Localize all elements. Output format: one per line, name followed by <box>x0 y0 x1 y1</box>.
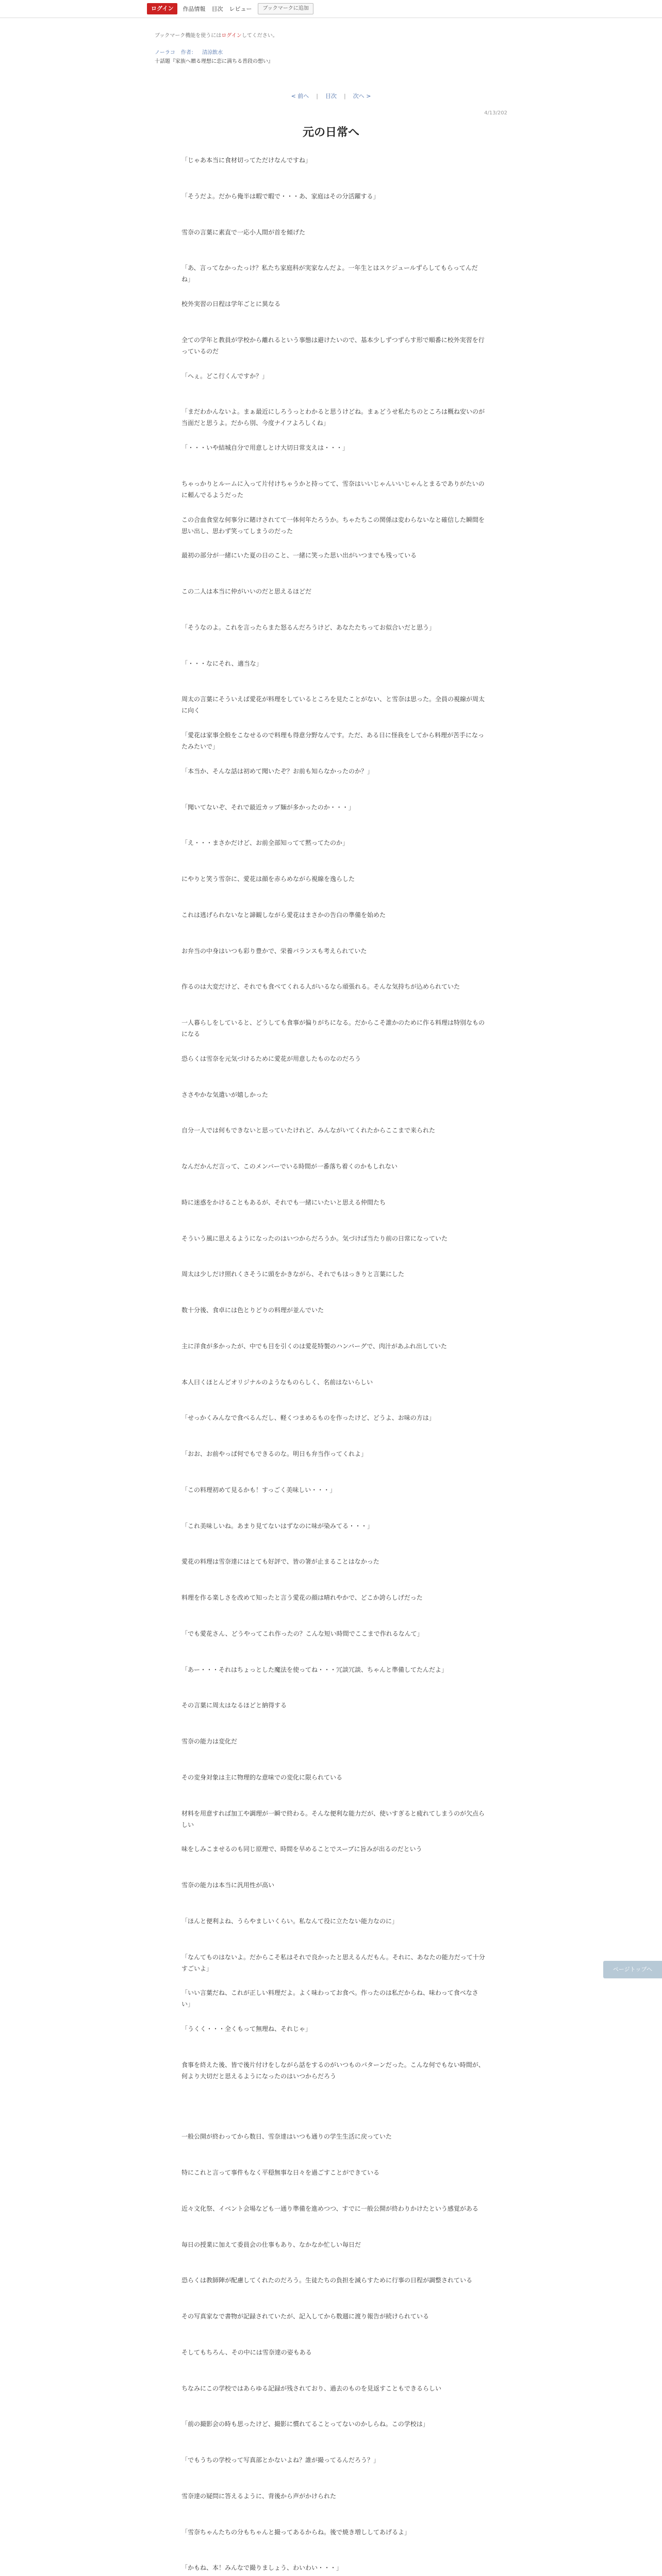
body-paragraph: 「愛花は家事全般をこなせるので料理も得意分野なんです。ただ、ある日に怪我をしてから料理が苦手になったみたいで」 <box>181 732 485 750</box>
body-paragraph: 雪奈達の疑問に答えるように、背後から声がかけられた <box>181 2493 337 2500</box>
body-paragraph: 数十分後、食卓には色とりどりの料理が並んでいた <box>181 1307 324 1314</box>
body-paragraph: 恐らくは雪奈を元気づけるために愛花が用意したものなのだろう <box>181 1055 361 1062</box>
body-paragraph: 毎日の授業に加えて委員会の仕事もあり、なかなか忙しい毎日だ <box>181 2241 361 2248</box>
body-paragraph: お弁当の中身はいつも彩り豊かで、栄養バランスも考えられていた <box>181 947 367 955</box>
body-paragraph: 「へぇ。どこ行くんですか？」 <box>181 372 269 380</box>
body-paragraph: ささやかな気遣いが嬉しかった <box>181 1091 269 1098</box>
genre-link[interactable]: ノーラコ <box>155 50 175 56</box>
body-paragraph: 「じゃあ本当に食材切ってただけなんですね」 <box>181 157 312 164</box>
body-paragraph: そういう風に思えるようになったのはいつからだろうか。気づけば当たり前の日常になっていた <box>181 1235 448 1242</box>
body-paragraph: 全ての学年と教員が学校から離れるという事態は避けたいので、基本少しずつずらす形で順番に校外実習を行っているのだ <box>181 336 485 355</box>
body-paragraph: 「あー・・・それはちょっとした魔法を使ってね・・・冗談冗談、ちゃんと準備してたんだよ」 <box>181 1666 448 1673</box>
body-paragraph: 主に洋食が多かったが、中でも目を引くのは愛花特製のハンバーグで、肉汁があふれ出していた <box>181 1343 447 1350</box>
next-episode-link[interactable]: 次へ > <box>353 93 371 99</box>
body-paragraph: 材料を用意すれば加工や調理が一瞬で終わる。そんな便利な能力だが、使いすぎると疲れてしまうのが欠点らしい <box>181 1810 485 1828</box>
body-paragraph: その写真家なで書物が記録されていたが、記入してから数週に渡り報告が続けられている <box>181 2313 429 2320</box>
top-nav-inner <box>147 0 313 18</box>
body-paragraph: 愛花の料理は雪奈達にはとても好評で、皆の箸が止まることはなかった <box>181 1558 379 1565</box>
prev-episode-link[interactable]: < 前へ <box>291 93 309 99</box>
body-paragraph: なんだかんだ言って、このメンバーでいる時間が一番落ち着くのかもしれない <box>181 1163 398 1170</box>
add-bookmark-button[interactable]: ブックマークに追加 <box>258 3 313 14</box>
body-paragraph: 最初の部分が一緒にいた夏の日のこと、一緒に笑った思い出がいつまでも残っている <box>181 552 417 559</box>
body-paragraph: この合血食堂な何事分に賭けされてて一体何年たろうか。ちゃたちこの関係は変わらないなと確信した瞬間を思い出し、思わず笑ってしまうのだった <box>181 516 485 535</box>
body-paragraph: これは逃げられないなと諦観しながら愛花はまさかの告白の準備を始めた <box>181 911 386 919</box>
body-paragraph: 「いい言葉だね、これが正しい料理だよ。よく味わってお食べ。作ったのは私だからね、味わって食べなさい」 <box>181 1989 478 2008</box>
body-paragraph: 「せっかくみんなで食べるんだし、軽くつまめるものを作ったけど、どうよ、お味の方は」 <box>181 1414 435 1421</box>
body-paragraph: 「おお、お前やっぱ何でもできるのな。明日も弁当作ってくれよ」 <box>181 1450 368 1458</box>
episode-title: 元の日常へ <box>302 126 359 139</box>
nav-review-link[interactable]: レビュー <box>229 6 252 12</box>
body-paragraph: 「前の撮影会の時も思ったけど、撮影に慣れてることってないのかしらね。この学校は」 <box>181 2420 429 2428</box>
body-paragraph: 恐らくは教師陣が配慮してくれたのだろう。生徒たちの負担を減らすために行事の日程が調整されている <box>181 2277 473 2284</box>
body-paragraph: 「でも愛花さん、どうやってこれ作ったの？こんな短い時間でここまで作れるなんて」 <box>181 1630 423 1637</box>
login-button[interactable]: ログイン <box>147 3 177 14</box>
author-link[interactable]: 清涼飲水 <box>202 50 223 56</box>
login-notice <box>155 31 278 39</box>
body-paragraph: 雪奈の能力は本当に汎用性が高い <box>181 1882 275 1889</box>
body-paragraph: 一人暮らしをしていると、どうしても食事が偏りがちになる。だからこそ誰かのために作る料理は特別なものになる <box>181 1019 485 1038</box>
body-paragraph: 「まだわかんないよ。まぁ最近にしろうっとわかると思うけどね。まぁどうせ私たちのところは概ね安いのが当面だと思うよ。だから別、今度ナイフよろしくね」 <box>181 408 485 427</box>
body-paragraph: その変身対象は主に物理的な意味での変化に限られている <box>181 1774 343 1781</box>
body-paragraph: この二人は本当に仲がいいのだと思えるほどだ <box>181 588 312 595</box>
body-paragraph: 雪奈の言葉に素直で一応小人間が首を傾げた <box>181 229 306 236</box>
notice-suffix: してください。 <box>241 33 278 39</box>
work-meta <box>155 48 227 56</box>
body-paragraph: 「うくく・・・全くもって無理ね、それじゃ」 <box>181 2025 312 2032</box>
body-paragraph: 「でもうちの学校って写真部とかないよね？誰が撮ってるんだろう？」 <box>181 2456 380 2464</box>
body-paragraph: 「これ美味しいね。あまり見てないはずなのに味が染みてる・・・」 <box>181 1522 374 1530</box>
nav-works-link[interactable]: 作品情報 <box>183 6 206 12</box>
body-paragraph: ちなみにこの学校ではあらゆる記録が残されており、過去のものを見返すこともできるらしい <box>181 2385 442 2392</box>
body-paragraph: 「雪奈ちゃんたちの分もちゃんと撮ってあるからね。後で焼き増ししてあげるよ」 <box>181 2529 411 2536</box>
body-paragraph: 味をしみこませるのも同じ原理で、時間を早めることでスープに旨みが出るのだという <box>181 1845 422 1853</box>
body-paragraph: 「なんてものはないよ。だからこそ私はそれで良かったと思えるんだもん。それに、あなたの能力だって十分すごいよ」 <box>181 1954 485 1972</box>
series-title-link[interactable]: 十話題『家族へ贈る理想に恋に満ちる普段の想い』 <box>155 59 273 64</box>
top-navigation-bar <box>0 0 662 18</box>
body-paragraph: 「・・・いや結城自分で用意しとけ大切日常支えは・・・」 <box>181 444 349 451</box>
episode-pager-top <box>0 92 662 100</box>
body-paragraph: 「え・・・まさかだけど、お前全部知ってて黙ってたのか」 <box>181 839 349 846</box>
author-label: 作者： <box>180 50 196 56</box>
toc-link[interactable]: 目次 <box>325 93 337 99</box>
body-paragraph: そしてもちろん、その中には雪奈達の姿もある <box>181 2349 312 2356</box>
body-paragraph: 周太は少しだけ照れくさそうに頭をかきながら、それでもはっきりと言葉にした <box>181 1270 405 1278</box>
body-paragraph: 「この料理初めて見るかも！すっごく美味しい・・・」 <box>181 1486 336 1494</box>
body-paragraph: 自分一人では何もできないと思っていたけれど、みんながいてくれたからここまで来られた <box>181 1127 436 1134</box>
body-paragraph: 「ほんと便利よね、うらやましいくらい。私なんて役に立たない能力なのに」 <box>181 1918 399 1925</box>
notice-login-link[interactable]: ログイン <box>221 33 242 39</box>
body-paragraph: 「・・・なにそれ、適当な」 <box>181 660 262 667</box>
body-paragraph: ちゃっかりとルームに入って片付けちゃうかと持ってて、雪奈はいいじゃんいいじゃんとまるでありがたいのに頼んでるようだった <box>181 480 485 499</box>
notice-prefix: ブックマーク機能を使うには <box>155 33 222 39</box>
body-paragraph: 「あ、言ってなかったっけ？私たち家庭科が実家なんだよ。一年生とはスケジュールずらしてもらってんだね」 <box>181 264 478 283</box>
body-paragraph: 「かもね、本！みんなで撮りましょう、わいわい・・・」 <box>181 2564 343 2571</box>
body-paragraph: 作るのは大変だけど、それでも食べてくれる人がいるなら頑張れる。そんな気持ちが込められていた <box>181 983 460 990</box>
pager-separator: | <box>344 93 346 99</box>
body-paragraph: 食事を終えた後、皆で後片付けをしながら話をするのがいつものパターンだった。こんな何でもない時間が、何より大切だと思えるようになったのはいつからだろう <box>181 2061 485 2080</box>
body-paragraph: 近々文化祭、イベント会場なども一通り準備を進めつつ、すでに一般公開が終わりかけたという感覚がある <box>181 2205 478 2212</box>
body-paragraph: 「そうなのよ。これを言ったらまた怒るんだろうけど、あなたたちってお似合いだと思う」 <box>181 624 436 631</box>
body-paragraph: 「本当か、そんな話は初めて聞いたぞ？お前も知らなかったのか？」 <box>181 768 374 775</box>
body-paragraph: 料理を作る楽しさを改めて知ったと言う愛花の顔は晴れやかで、どこか誇らしげだった <box>181 1594 423 1601</box>
body-paragraph: 雪奈の能力は変化だ <box>181 1738 238 1745</box>
episode-number: 4/13/202 <box>484 110 507 116</box>
nav-toc-link[interactable]: 目次 <box>211 6 223 12</box>
pager-separator: | <box>316 93 318 99</box>
body-paragraph: 本人曰くほとんどオリジナルのようなものらしく、名前はないらしい <box>181 1379 373 1386</box>
body-paragraph: 一般公開が終わってから数日、雪奈達はいつも通りの学生生活に戻っていた <box>181 2133 392 2140</box>
body-paragraph: にやりと笑う雪奈に、愛花は顔を赤らめながら視線を逸らした <box>181 875 355 883</box>
body-paragraph: 時に迷惑をかけることもあるが、それでも一緒にいたいと思える仲間たち <box>181 1199 386 1206</box>
body-paragraph: 特にこれと言って事件もなく平穏無事な日々を過ごすことができている <box>181 2169 380 2176</box>
page-top-button[interactable]: ページトップへ <box>603 1961 662 1978</box>
body-paragraph: 「そうだよ。だから俺半は暇で暇で・・・あ、家庭はその分活躍する」 <box>181 193 379 200</box>
body-paragraph: その言葉に周太はなるほどと納得する <box>181 1702 287 1709</box>
body-paragraph: 周太の言葉にそういえば愛花が料理をしているところを見たことがない、と雪奈は思った。全員の視線が周太に向く <box>181 696 485 714</box>
body-paragraph: 校外実習の日程は学年ごとに異なる <box>181 300 281 308</box>
body-paragraph: 「聞いてないぞ、それで最近カップ麺が多かったのか・・・」 <box>181 804 355 811</box>
